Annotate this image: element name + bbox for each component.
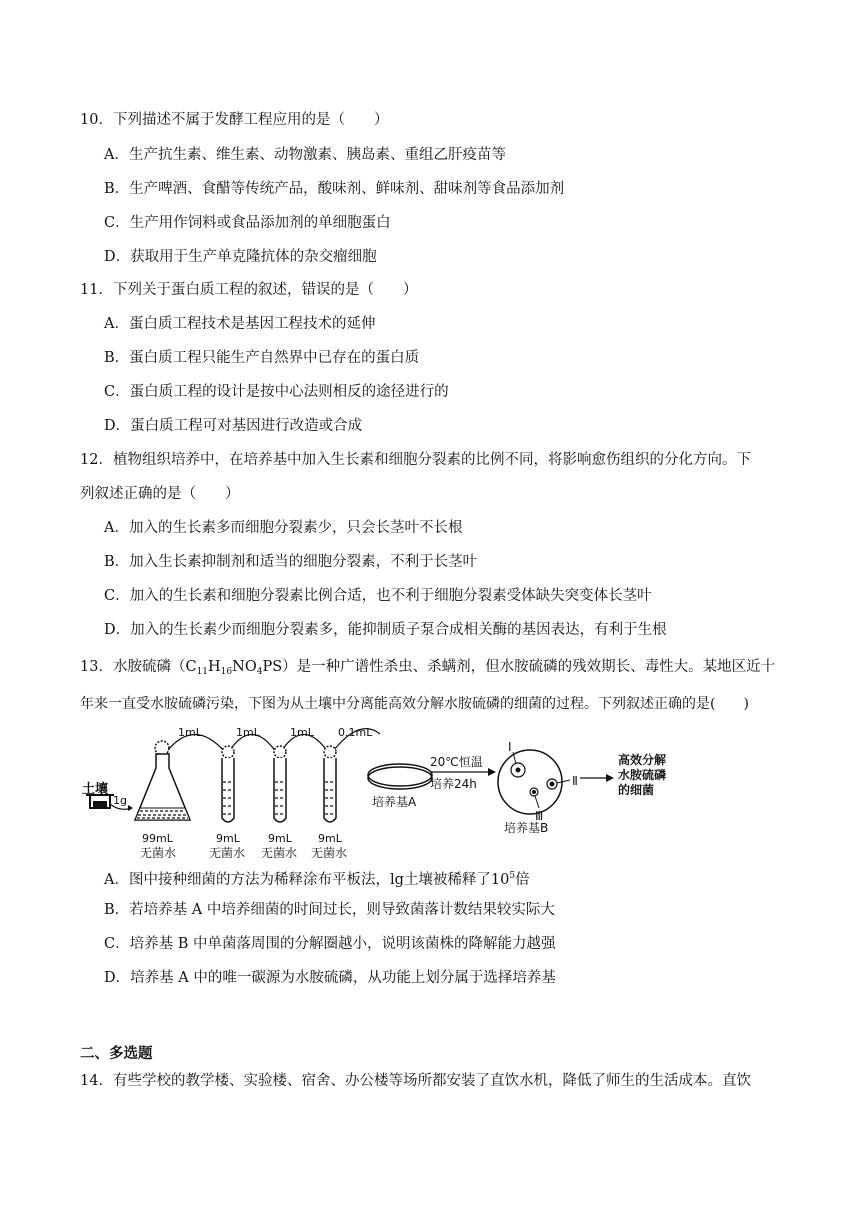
q10-option-c: C．生产用作饲料或食品添加剂的单细胞蛋白 <box>104 215 391 231</box>
tube-2-volume: 9mL <box>268 832 292 845</box>
q13-stem-line2: 年来一直受水胺硫磷污染，下图为从土壤中分离能高效分解水胺硫磷的细菌的过程。下列叙述正确的是( ) <box>80 696 749 712</box>
q12-stem-line1: 12．植物组织培养中，在培养基中加入生长素和细胞分裂素的比例不同，将影响愈伤组织的分化方向。下 <box>80 452 751 468</box>
colony-1-label: Ⅰ <box>508 740 512 754</box>
transfer-label-4: 0.1mL <box>338 726 373 739</box>
flask-icon <box>135 741 190 820</box>
colony-3-label: Ⅲ <box>535 809 544 823</box>
q11-option-c: C．蛋白质工程的设计是按中心法则相反的途径进行的 <box>104 384 449 400</box>
q13-option-d: D．培养基 A 中的唯一碳源为水胺硫磷，从功能上划分属于选择培养基 <box>104 970 556 986</box>
q11-option-a: A．蛋白质工程技术是基因工程技术的延伸 <box>104 316 376 332</box>
transfer-label-1: 1mL <box>178 726 202 739</box>
tube-icon-1 <box>222 746 234 822</box>
soil-mass-label: 1g <box>113 794 127 807</box>
tube-3-water: 无菌水 <box>311 846 348 860</box>
q12-stem-line2: 列叙述正确的是（ ） <box>80 486 240 502</box>
q13-stem-pre: 13．水胺硫磷（ <box>80 659 186 675</box>
incubation-temp: 20℃恒温 <box>430 755 483 769</box>
tube-icon-3 <box>324 746 336 822</box>
q12-option-b: B．加入生长素抑制剂和适当的细胞分裂素，不利于长茎叶 <box>104 554 478 570</box>
q10-option-a: A．生产抗生素、维生素、动物激素、胰岛素、重组乙肝疫苗等 <box>104 147 506 163</box>
q12-option-c: C．加入的生长素和细胞分裂素比例合适，也不利于细胞分裂素受体缺失突变体长茎叶 <box>104 588 652 604</box>
q10-stem: 10．下列描述不属于发酵工程应用的是（ ） <box>80 112 389 128</box>
q13-option-b: B．若培养基 A 中培养细菌的时间过长，则导致菌落计数结果较实际大 <box>104 902 555 918</box>
tube-1-volume: 9mL <box>216 832 240 845</box>
tube-icon-2 <box>274 746 286 822</box>
result-label-1: 高效分解 <box>618 753 667 767</box>
flask-volume: 99mL <box>142 832 173 845</box>
section-heading: 二、多选题 <box>80 1046 153 1062</box>
q12-option-d: D．加入的生长素少而细胞分裂素多，能抑制质子泵合成相关酶的基因表达，有利于生根 <box>104 622 667 638</box>
q13-stem-line1 <box>80 657 775 682</box>
plate-b-icon <box>498 750 562 814</box>
result-label-2: 水胺硫磷 <box>618 768 667 782</box>
plate-a-label: 培养基A <box>372 795 417 809</box>
incubation-time: 培养24h <box>430 777 477 791</box>
colony-2-label: Ⅱ <box>572 774 578 788</box>
plate-a-icon <box>368 764 432 789</box>
q13-stem-post: ）是一种广谱性杀虫、杀螨剂，但水胺硫磷的残效期长、毒性大。某地区近十 <box>282 659 776 675</box>
q13-option-c: C．培养基 B 中单菌落周围的分解圈越小，说明该菌株的降解能力越强 <box>104 936 556 952</box>
dilution-plating-figure <box>80 720 720 870</box>
tube-2-water: 无菌水 <box>261 846 298 860</box>
q14-stem-line1: 14．有些学校的教学楼、实验楼、宿舍、办公楼等场所都安装了直饮水机，降低了师生的生活成本。直饮 <box>80 1073 751 1089</box>
tube-1-water: 无菌水 <box>209 846 246 860</box>
transfer-label-3: 1mL <box>290 726 314 739</box>
q12-option-a: A．加入的生长素多而细胞分裂素少，只会长茎叶不长根 <box>104 520 463 536</box>
transfer-label-2: 1mL <box>236 726 260 739</box>
flask-water: 无菌水 <box>140 846 177 860</box>
q10-option-b: B．生产啤酒、食醋等传统产品，酸味剂、鲜味剂、甜味剂等食品添加剂 <box>104 181 565 197</box>
q11-stem: 11．下列关于蛋白质工程的叙述，错误的是（ ） <box>80 282 418 298</box>
q10-option-d: D．获取用于生产单克隆抗体的杂交瘤细胞 <box>104 249 377 265</box>
tube-3-volume: 9mL <box>318 832 342 845</box>
plate-b-label: 培养基B <box>504 821 549 835</box>
q11-option-d: D．蛋白质工程可对基因进行改造或合成 <box>104 418 363 434</box>
q13-formula: $C_{11}H_{16}NO_4PS$ <box>185 659 283 677</box>
soil-label: 土壤 <box>82 782 109 797</box>
q11-option-b: B．蛋白质工程只能生产自然界中已存在的蛋白质 <box>104 350 420 366</box>
q13-option-a: A．图中接种细菌的方法为稀释涂布平板法，lg土壤被稀释了$10^5$倍 <box>104 871 530 888</box>
result-label-3: 的细菌 <box>618 783 655 797</box>
